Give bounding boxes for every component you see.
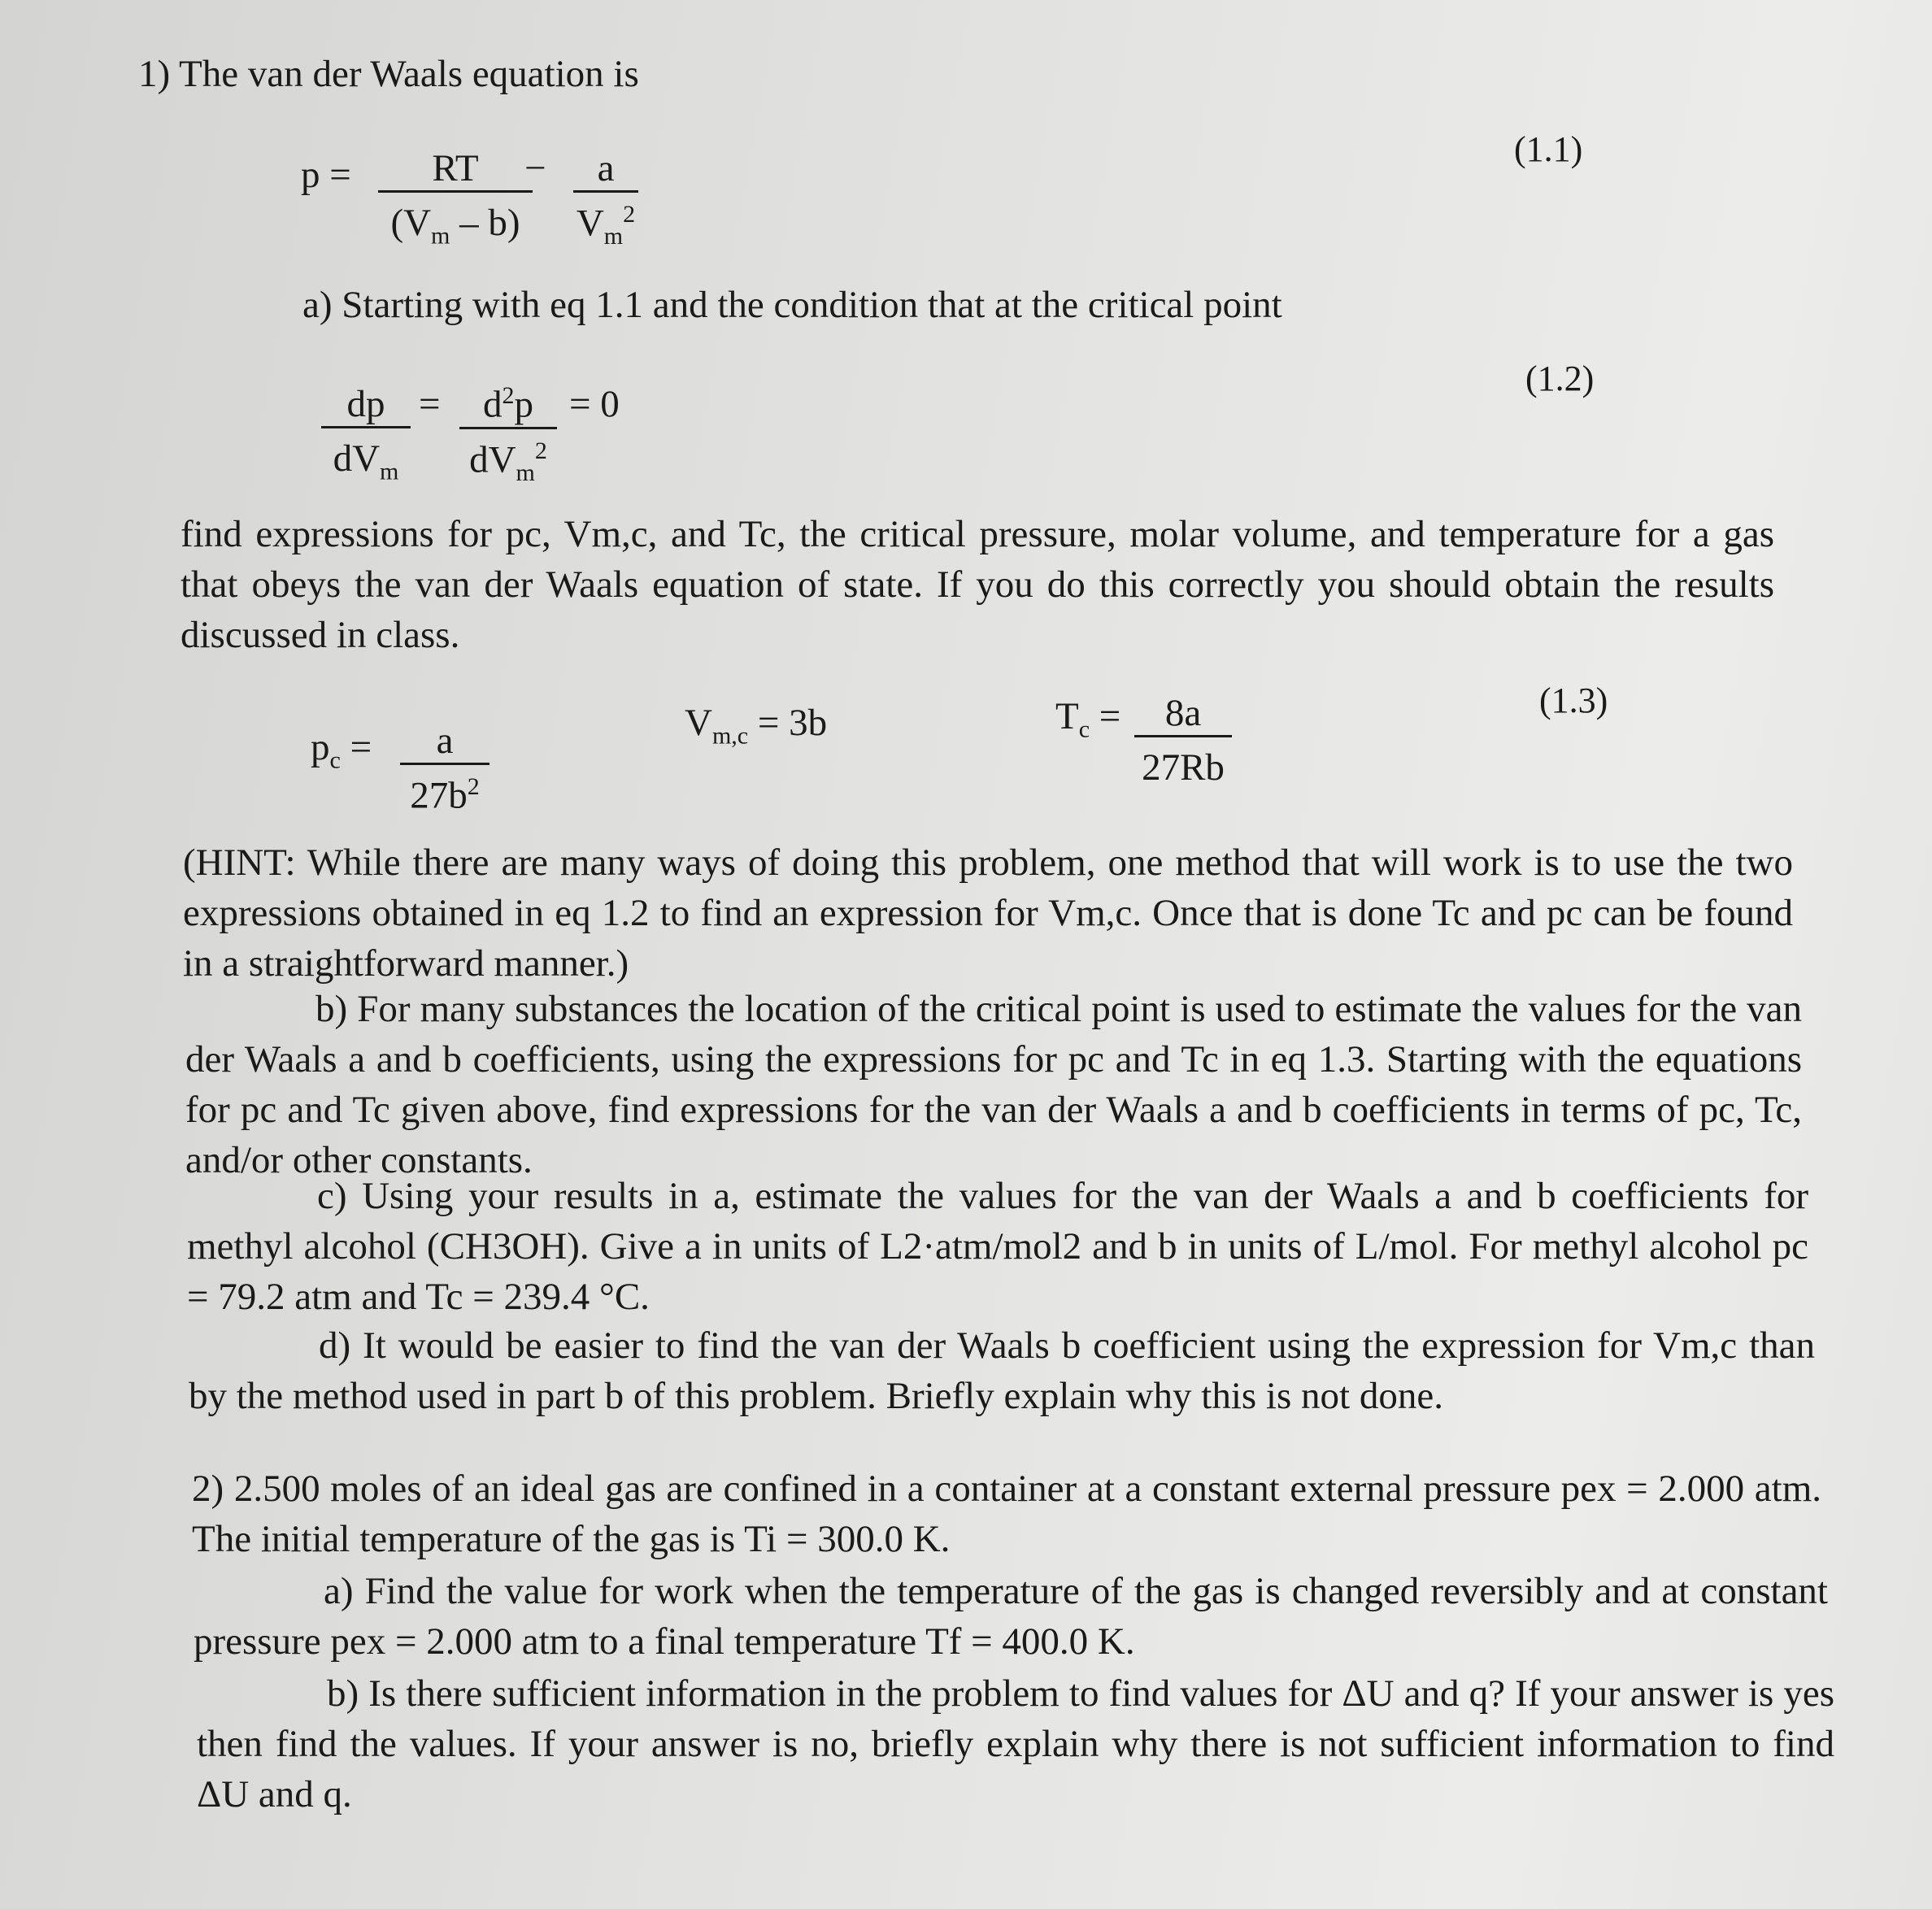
eq12-equals: = bbox=[419, 383, 441, 425]
eq11-denominator-1: $(V_m - b)$ bbox=[390, 202, 520, 250]
part-b-paragraph: b) For many substances the location of the critical point is used to estimate the values for the van der Waals a and b coefficients, using the expressions for pc and Tc in eq 1.3. Starting with the equations for pc and Tc given above, find expressions for the van der Waals a and b coefficients in terms of pc, Tc, and/or other constants. bbox=[185, 988, 1802, 1181]
eq11-numerator-2: a bbox=[573, 146, 638, 193]
eq11-numerator-1: RT bbox=[378, 146, 533, 193]
eq11-fraction-2 bbox=[573, 146, 638, 250]
eq13-number: (1.3) bbox=[1539, 681, 1608, 720]
eq12-denominator-1: $dV_m$ bbox=[333, 437, 399, 485]
part-c-paragraph: c) Using your results in a, estimate the values for the van der Waals a and b coefficients for methyl alcohol (CH3OH). Give a in units of L2·atm/mol2 and b in units of L/mol. For methyl alcohol pc = 79.2 atm and Tc = 239.4 °C. bbox=[187, 1175, 1808, 1318]
eq13-tc-denominator: 27Rb bbox=[1142, 746, 1225, 789]
eq12-numerator-1: dp bbox=[321, 382, 411, 428]
eq13-pc-numerator: a bbox=[400, 719, 490, 765]
eq13-tc-lhs: $T_c$ = bbox=[1055, 695, 1121, 743]
eq11-denominator-2: $V_m^2$ bbox=[576, 201, 636, 250]
eq13-pc-lhs: $p_c$ = bbox=[311, 726, 372, 774]
eq11-minus: − bbox=[524, 147, 546, 189]
eq12-fraction-1 bbox=[321, 382, 411, 485]
eq11-lhs: p = bbox=[301, 154, 351, 196]
part-a-intro: a) Starting with eq 1.1 and the condition that at the critical point bbox=[302, 284, 1282, 326]
question-2-part-a: a) Find the value for work when the temperature of the gas is changed reversibly and at constant pressure pex = 2.000 atm to a final temperature Tf = 400.0 K. bbox=[194, 1570, 1828, 1663]
question-2-part-b: b) Is there sufficient information in the problem to find values for ΔU and q? If your answer is yes then find the values. If your answer is no, briefly explain why there is not sufficient information to find ΔU and q. bbox=[197, 1672, 1834, 1816]
hint-paragraph: (HINT: While there are many ways of doing this problem, one method that will work is to use the two expressions obtained in eq 1.2 to find an expression for Vm,c. Once that is done Tc and pc can be found in a straightforward manner.) bbox=[183, 841, 1793, 985]
eq12-denominator-2: $dV_m^2$ bbox=[469, 437, 547, 486]
eq13-pc-denominator: $27b^2$ bbox=[410, 773, 480, 817]
eq12-number: (1.2) bbox=[1525, 359, 1595, 398]
question-1-intro: 1) The van der Waals equation is bbox=[138, 53, 639, 95]
part-a-text: find expressions for pc, Vm,c, and Tc, the critical pressure, molar volume, and temperature for a gas that obeys the van der Waals equation of state. If you do this correctly you should obtain the results discussed in class. bbox=[181, 513, 1774, 656]
question-2-intro: 2) 2.500 moles of an ideal gas are confined in a container at a constant external pressure pex = 2.000 atm. The initial temperature of the gas is Ti = 300.0 K. bbox=[192, 1468, 1821, 1560]
eq12-rhs: = 0 bbox=[569, 383, 620, 425]
eq11-number: (1.1) bbox=[1514, 129, 1583, 169]
eq11-fraction-1 bbox=[378, 146, 533, 250]
part-d-paragraph: d) It would be easier to find the van der Waals b coefficient using the expression for Vm,c than by the method used in part b of this problem. Briefly explain why this is not done. bbox=[189, 1324, 1815, 1417]
eq12-numerator-2: $d^2p$ bbox=[459, 382, 557, 429]
eq13-vmc: $V_{m,c} = 3b$ bbox=[685, 702, 828, 750]
eq13-tc-fraction bbox=[1134, 691, 1232, 789]
eq13-pc-fraction bbox=[400, 719, 490, 818]
eq13-tc-numerator: 8a bbox=[1134, 691, 1232, 737]
eq12-fraction-2 bbox=[459, 382, 557, 487]
